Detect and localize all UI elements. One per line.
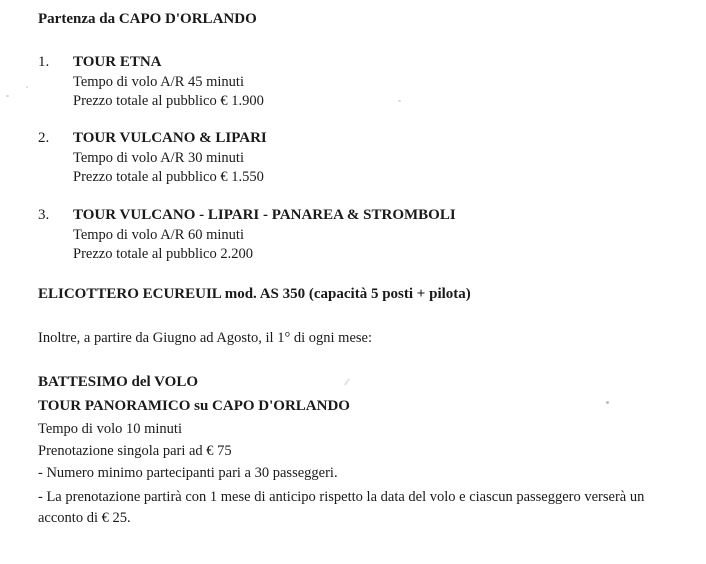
tour-name: TOUR ETNA [73, 54, 162, 70]
scan-speck [344, 378, 350, 386]
panoramic-tour-title: TOUR PANORAMICO su CAPO D'ORLANDO [38, 398, 350, 414]
min-participants-note: - Numero minimo partecipanti pari a 30 passeggeri. [38, 465, 338, 481]
tour-number: 1. [38, 54, 50, 70]
tour-flight-time: Tempo di volo A/R 60 minuti [73, 227, 244, 243]
additional-intro: Inoltre, a partire da Giugno ad Agosto, il 1° di ogni mese: [38, 330, 372, 346]
tour-flight-time: Tempo di volo A/R 30 minuti [73, 150, 244, 166]
tour-number: 2. [38, 130, 50, 146]
advance-booking-note: - La prenotazione partirà con 1 mese di anticipo rispetto la data del volo e ciascun passeggero verserà un acconto di € 25. [38, 489, 645, 526]
baptism-title: BATTESIMO del VOLO [38, 374, 199, 390]
scan-speck [6, 95, 9, 97]
tour-number: 3. [38, 207, 50, 223]
tour-price: Prezzo totale al pubblico € 1.900 [73, 93, 264, 109]
tour-flight-time: Tempo di volo A/R 45 minuti [73, 74, 244, 90]
departure-heading: Partenza da CAPO D'ORLANDO [38, 11, 257, 27]
scan-speck [398, 100, 401, 102]
scan-speck [606, 401, 609, 404]
tour-price: Prezzo totale al pubblico € 1.550 [73, 169, 264, 185]
helicopter-spec: ELICOTTERO ECUREUIL mod. AS 350 (capacità 5 posti + pilota) [38, 286, 471, 302]
baptism-booking-price: Prenotazione singola pari ad € 75 [38, 443, 232, 459]
tour-name: TOUR VULCANO & LIPARI [73, 130, 267, 146]
scan-speck [26, 86, 28, 88]
tour-price: Prezzo totale al pubblico 2.200 [73, 246, 253, 262]
baptism-flight-time: Tempo di volo 10 minuti [38, 421, 182, 437]
tour-name: TOUR VULCANO - LIPARI - PANAREA & STROMBOLI [73, 207, 456, 223]
